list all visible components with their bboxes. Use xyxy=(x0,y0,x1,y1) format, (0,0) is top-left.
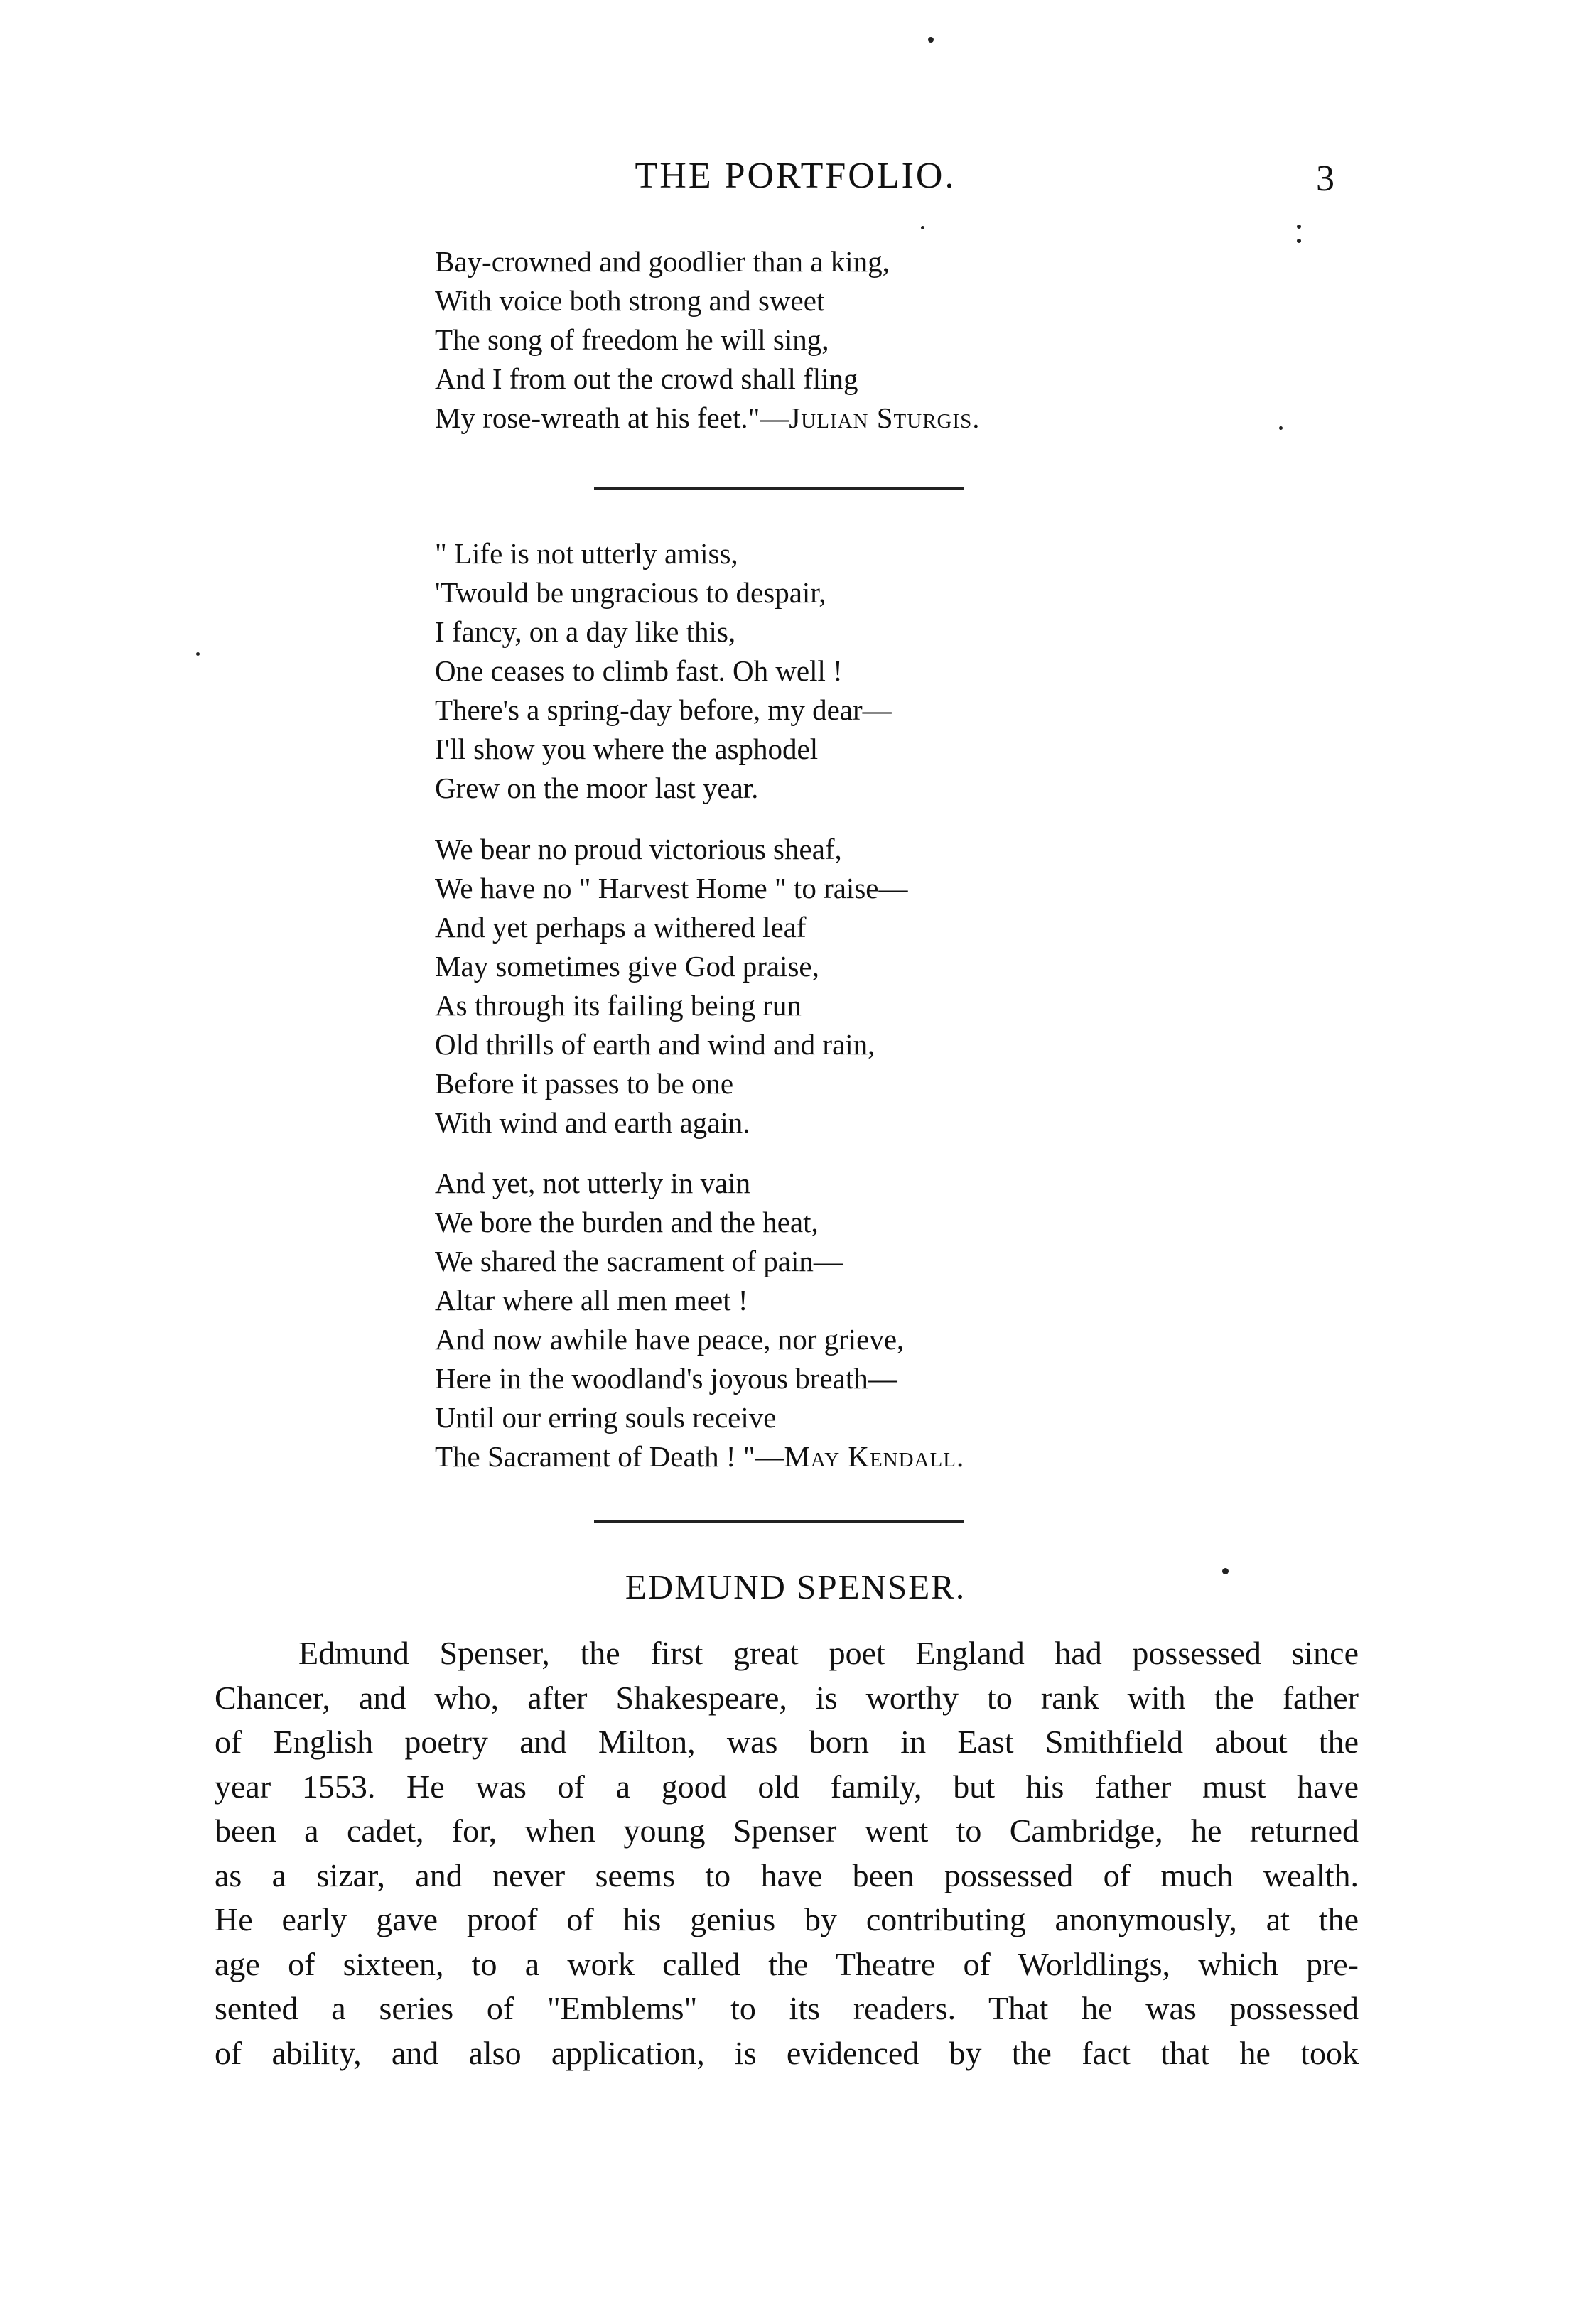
paragraph-line: of English poetry and Milton, was born in East Smithfield about the xyxy=(215,1724,1359,1760)
scan-speck xyxy=(1297,239,1301,243)
poem-line: As through its failing being run xyxy=(435,989,802,1022)
poem-line: We bore the burden and the heat, xyxy=(435,1206,819,1238)
poem-kendall-stanza-1 xyxy=(435,534,892,808)
poem-line: And I from out the crowd shall fling xyxy=(435,362,858,395)
poem-line: Grew on the moor last year. xyxy=(435,772,759,804)
poem-line: Here in the woodland's joyous breath— xyxy=(435,1362,897,1395)
poem-line: Altar where all men meet ! xyxy=(435,1284,748,1317)
scan-speck xyxy=(196,652,200,656)
poem-line: And yet, not utterly in vain xyxy=(435,1167,751,1199)
divider-rule xyxy=(594,487,964,490)
scan-speck xyxy=(1222,1568,1229,1574)
poem-line: 'Twould be ungracious to despair, xyxy=(435,576,826,609)
poem-line: Old thrills of earth and wind and rain, xyxy=(435,1028,875,1061)
poem-line: One ceases to climb fast. Oh well ! xyxy=(435,654,843,687)
poem-line: We bear no proud victorious sheaf, xyxy=(435,833,842,865)
poem-line: " Life is not utterly amiss, xyxy=(435,537,738,570)
poem-sturgis-fragment xyxy=(435,242,981,438)
paragraph-line: He early gave proof of his genius by contributing anonymously, at the xyxy=(215,1901,1359,1937)
poem-line-with-attribution xyxy=(435,1437,964,1476)
article-paragraph xyxy=(215,1631,1359,2075)
poem-line: And now awhile have peace, nor grieve, xyxy=(435,1323,905,1356)
scan-speck xyxy=(921,226,924,229)
poem-line: I'll show you where the asphodel xyxy=(435,733,819,765)
poem-line-with-attribution xyxy=(435,399,981,438)
poem-kendall-stanza-2 xyxy=(435,830,907,1142)
poem-kendall-stanza-3 xyxy=(435,1164,964,1476)
poem-line: With wind and earth again. xyxy=(435,1106,750,1139)
poem-line: My rose-wreath at his feet."— xyxy=(435,401,789,434)
poem-line: With voice both strong and sweet xyxy=(435,284,825,317)
scan-speck xyxy=(1297,225,1301,229)
paragraph-line: sented a series of "Emblems" to its readers. That he was possessed xyxy=(215,1990,1359,2026)
paragraph-line: of ability, and also application, is evidenced by the fact that he took xyxy=(215,2034,1359,2071)
poem-author: May Kendall. xyxy=(784,1440,965,1473)
page-number: 3 xyxy=(1316,158,1334,199)
poem-line: We have no " Harvest Home " to raise— xyxy=(435,872,908,904)
scan-speck xyxy=(928,37,934,43)
poem-line: We shared the sacrament of pain— xyxy=(435,1245,843,1277)
poem-line: The song of freedom he will sing, xyxy=(435,323,829,356)
poem-line: The Sacrament of Death ! "— xyxy=(435,1440,784,1473)
paragraph-line: Chancer, and who, after Shakespeare, is worthy to rank with the father xyxy=(215,1679,1359,1716)
paragraph-line: as a sizar, and never seems to have been possessed of much wealth. xyxy=(215,1857,1359,1893)
poem-line: Bay-crowned and goodlier than a king, xyxy=(435,245,890,278)
paragraph-line: been a cadet, for, when young Spenser went to Cambridge, he returned xyxy=(215,1812,1359,1849)
section-title: EDMUND SPENSER. xyxy=(625,1567,966,1606)
paragraph-line: year 1553. He was of a good old family, but his father must have xyxy=(215,1768,1359,1805)
poem-author: Julian Sturgis. xyxy=(789,401,981,434)
poem-line: And yet perhaps a withered leaf xyxy=(435,911,807,944)
poem-line: Until our erring souls receive xyxy=(435,1401,777,1434)
paragraph-line: Edmund Spenser, the first great poet England had possessed since xyxy=(298,1635,1359,1671)
scan-speck xyxy=(1279,426,1283,430)
divider-rule xyxy=(594,1520,964,1523)
running-head: THE PORTFOLIO. xyxy=(635,156,956,196)
poem-line: I fancy, on a day like this, xyxy=(435,615,736,648)
paragraph-line: age of sixteen, to a work called the Theatre of Worldlings, which pre- xyxy=(215,1945,1359,1982)
poem-line: Before it passes to be one xyxy=(435,1067,734,1100)
poem-line: May sometimes give God praise, xyxy=(435,950,819,983)
poem-line: There's a spring-day before, my dear— xyxy=(435,693,892,726)
